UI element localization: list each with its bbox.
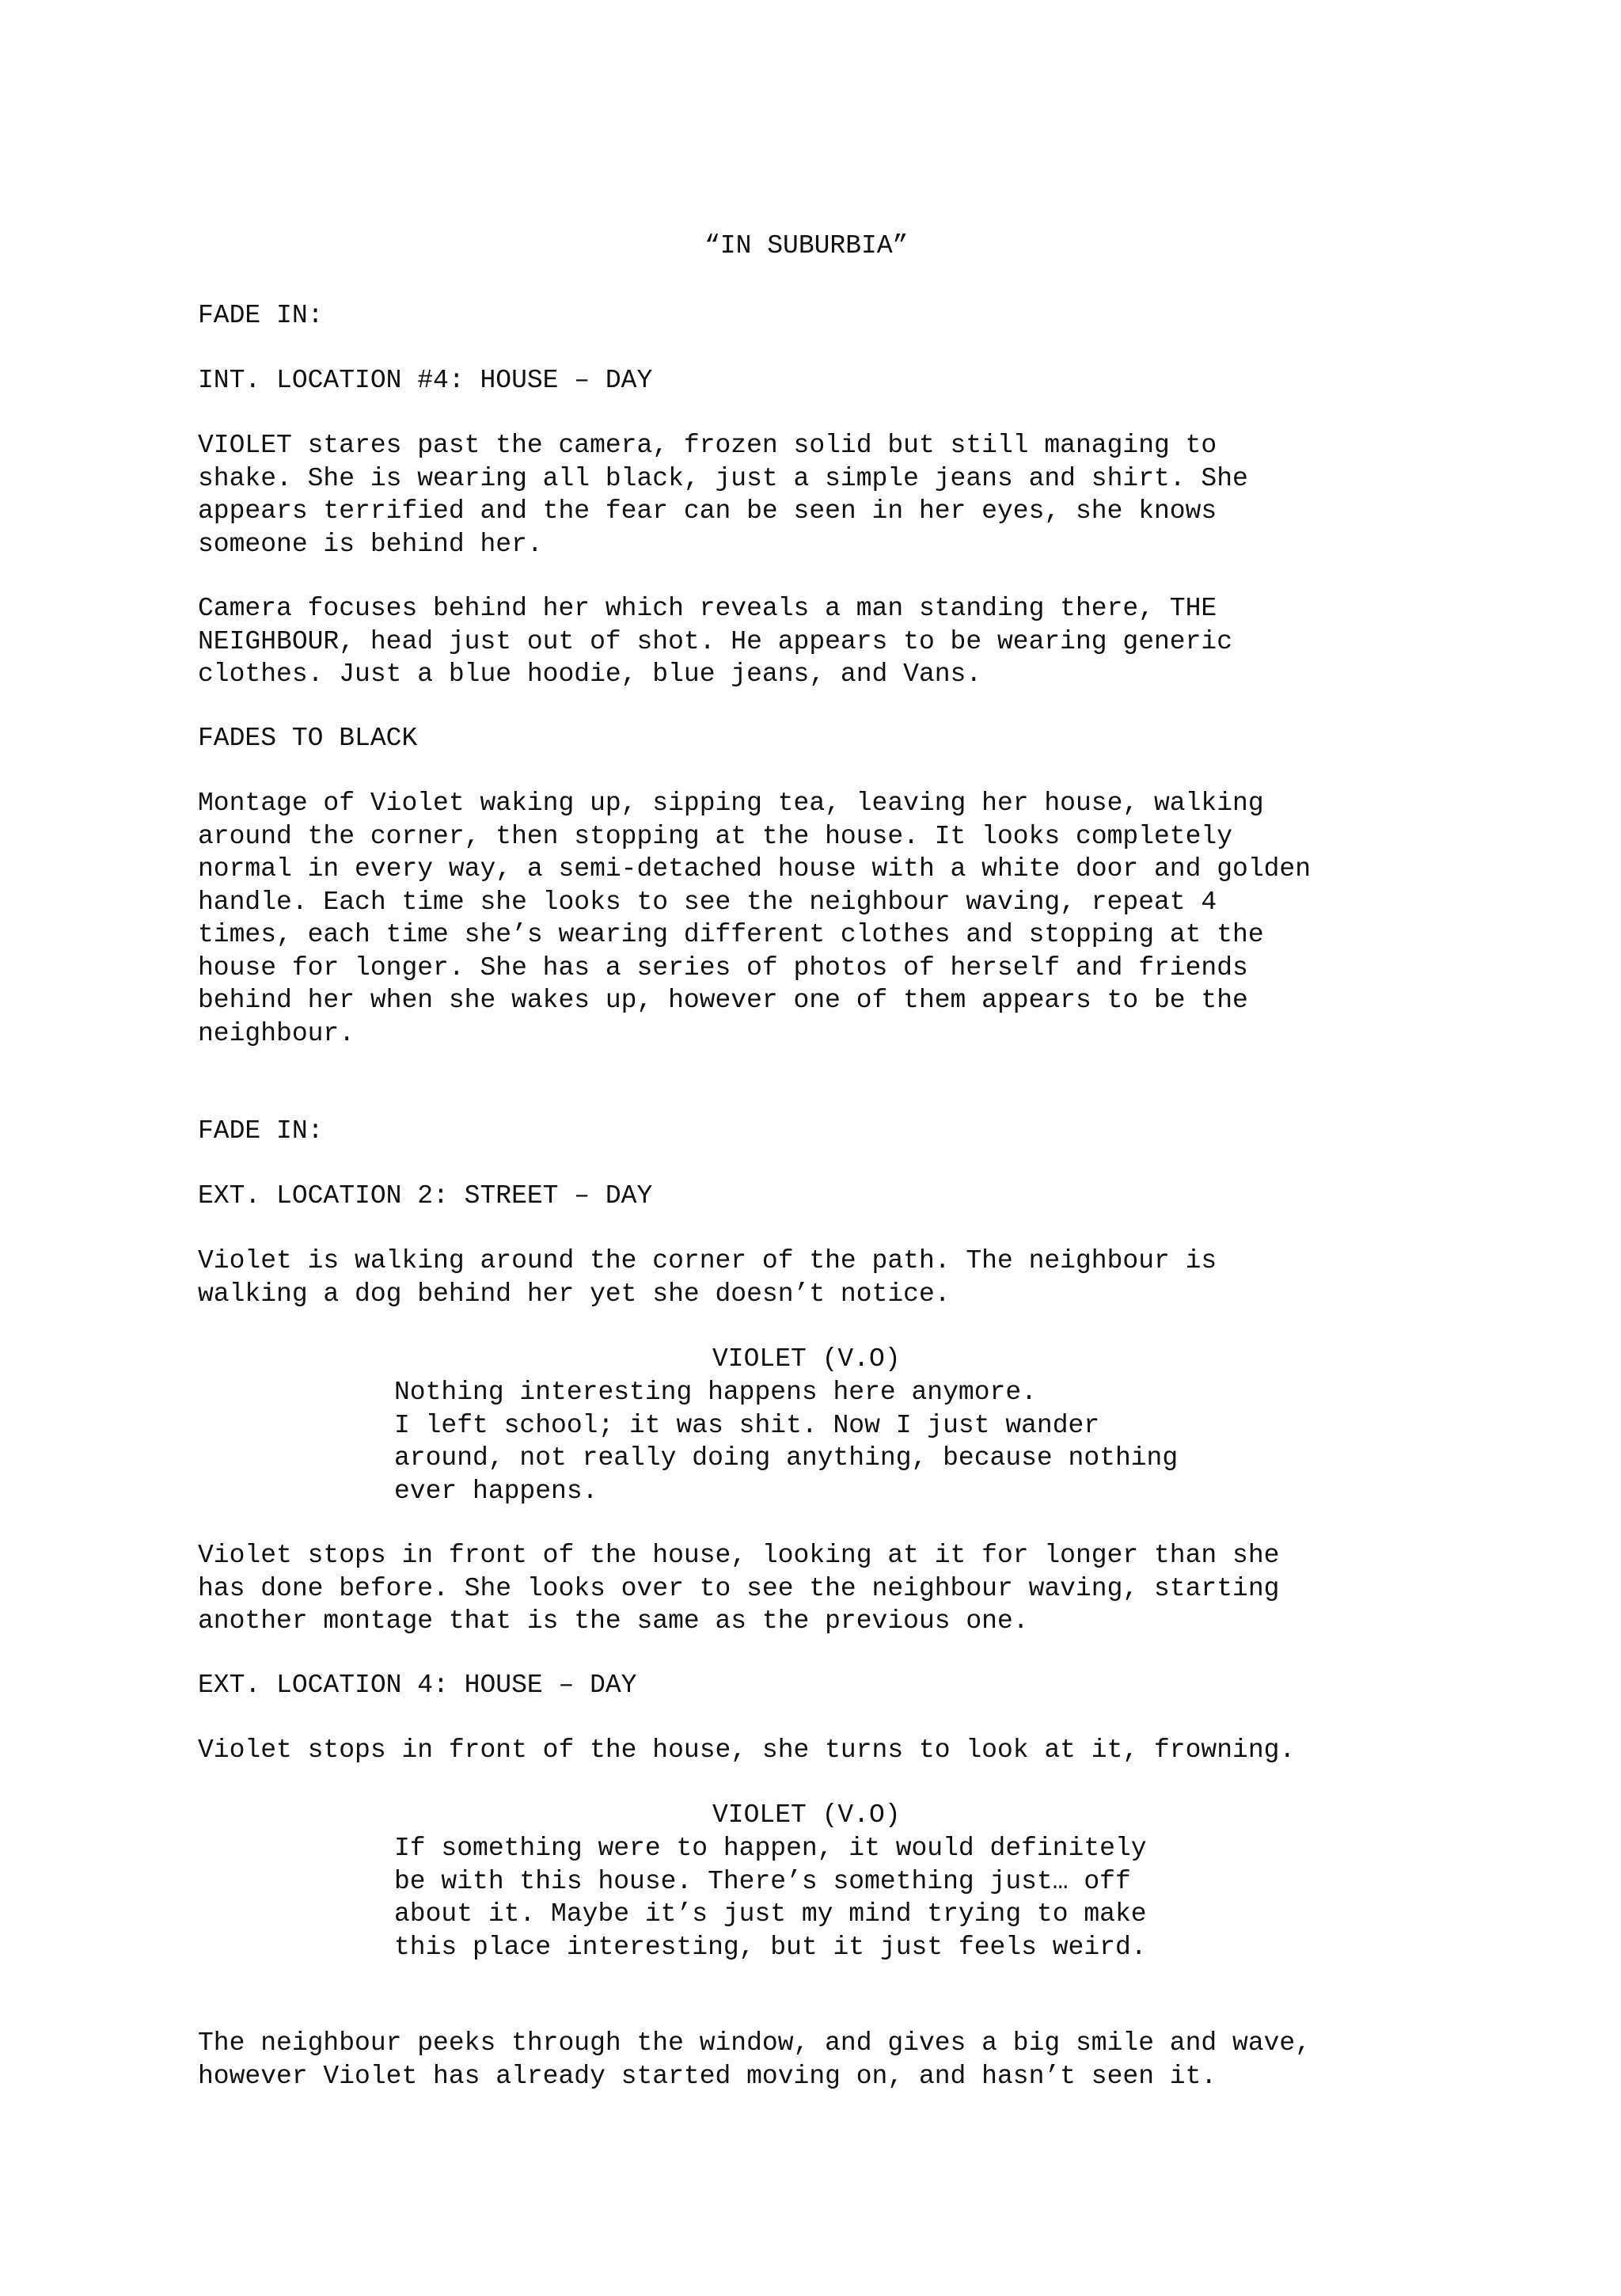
action-line: house for longer. She has a series of photos of herself and friends bbox=[198, 952, 1248, 983]
action-line: clothes. Just a blue hoodie, blue jeans, and Vans. bbox=[198, 660, 982, 689]
character-cue: VIOLET (V.O) bbox=[712, 1800, 901, 1830]
dialogue-block bbox=[394, 1376, 1178, 1507]
action-line: someone is behind her. bbox=[198, 529, 543, 559]
dialogue-line: be with this house. There’s something just… off bbox=[394, 1866, 1131, 1896]
action-line: Montage of Violet waking up, sipping tea, leaving her house, walking bbox=[198, 789, 1264, 818]
dialogue-line: I left school; it was shit. Now I just wander bbox=[394, 1410, 1100, 1440]
transition-fade-in: FADE IN: bbox=[198, 301, 324, 330]
dialogue-line: Nothing interesting happens here anymore. bbox=[394, 1378, 1037, 1407]
action-line: around the corner, then stopping at the house. It looks completely bbox=[198, 821, 1233, 851]
action-line: neighbour. bbox=[198, 1018, 355, 1048]
action-line: Violet is walking around the corner of the path. The neighbour is bbox=[198, 1246, 1217, 1275]
action-paragraph bbox=[198, 2027, 1311, 2093]
dialogue-line: If something were to happen, it would definitely bbox=[394, 1834, 1147, 1863]
character-cue: VIOLET (V.O) bbox=[712, 1344, 901, 1374]
action-line: NEIGHBOUR, head just out of shot. He appears to be wearing generic bbox=[198, 626, 1233, 656]
action-line: another montage that is the same as the previous one. bbox=[198, 1606, 1029, 1636]
dialogue-line: around, not really doing anything, because nothing bbox=[394, 1443, 1179, 1473]
action-line: appears terrified and the fear can be seen in her eyes, she knows bbox=[198, 496, 1217, 526]
action-line: normal in every way, a semi-detached house with a white door and golden bbox=[198, 854, 1312, 884]
action-line: times, each time she’s wearing different clothes and stopping at the bbox=[198, 920, 1264, 949]
action-line: The neighbour peeks through the window, and gives a big smile and wave, bbox=[198, 2028, 1312, 2058]
action-paragraph bbox=[198, 1539, 1279, 1638]
action-line: VIOLET stares past the camera, frozen solid but still managing to bbox=[198, 431, 1217, 460]
scene-heading: EXT. LOCATION 4: HOUSE – DAY bbox=[198, 1671, 637, 1700]
transition-fade-in: FADE IN: bbox=[198, 1116, 324, 1146]
transition-fades-to-black: FADES TO BLACK bbox=[198, 724, 418, 753]
dialogue-block bbox=[394, 1832, 1147, 1963]
dialogue-line: about it. Maybe it’s just my mind trying to make bbox=[394, 1899, 1147, 1929]
action-line: Camera focuses behind her which reveals a man standing there, THE bbox=[198, 594, 1217, 623]
action-paragraph bbox=[198, 1245, 1217, 1310]
action-paragraph bbox=[198, 592, 1232, 691]
action-line: however Violet has already started moving on, and hasn’t seen it. bbox=[198, 2061, 1217, 2091]
dialogue-line: this place interesting, but it just feels weird. bbox=[394, 1932, 1147, 1962]
action-paragraph bbox=[198, 429, 1248, 561]
dialogue-line: ever happens. bbox=[394, 1476, 598, 1506]
action-line: walking a dog behind her yet she doesn’t notice. bbox=[198, 1279, 951, 1309]
action-line: has done before. She looks over to see the neighbour waving, starting bbox=[198, 1573, 1280, 1603]
scene-heading: EXT. LOCATION 2: STREET – DAY bbox=[198, 1181, 653, 1211]
action-line: shake. She is wearing all black, just a simple jeans and shirt. She bbox=[198, 463, 1248, 493]
action-line: handle. Each time she looks to see the neighbour waving, repeat 4 bbox=[198, 887, 1217, 917]
script-title: “IN SUBURBIA” bbox=[704, 231, 909, 260]
action-line: behind her when she wakes up, however one of them appears to be the bbox=[198, 986, 1248, 1015]
action-line: Violet stops in front of the house, looking at it for longer than she bbox=[198, 1541, 1280, 1570]
scene-heading: INT. LOCATION #4: HOUSE – DAY bbox=[198, 366, 653, 395]
action-paragraph bbox=[198, 787, 1311, 1050]
action-line: Violet stops in front of the house, she turns to look at it, frowning. bbox=[198, 1735, 1296, 1765]
